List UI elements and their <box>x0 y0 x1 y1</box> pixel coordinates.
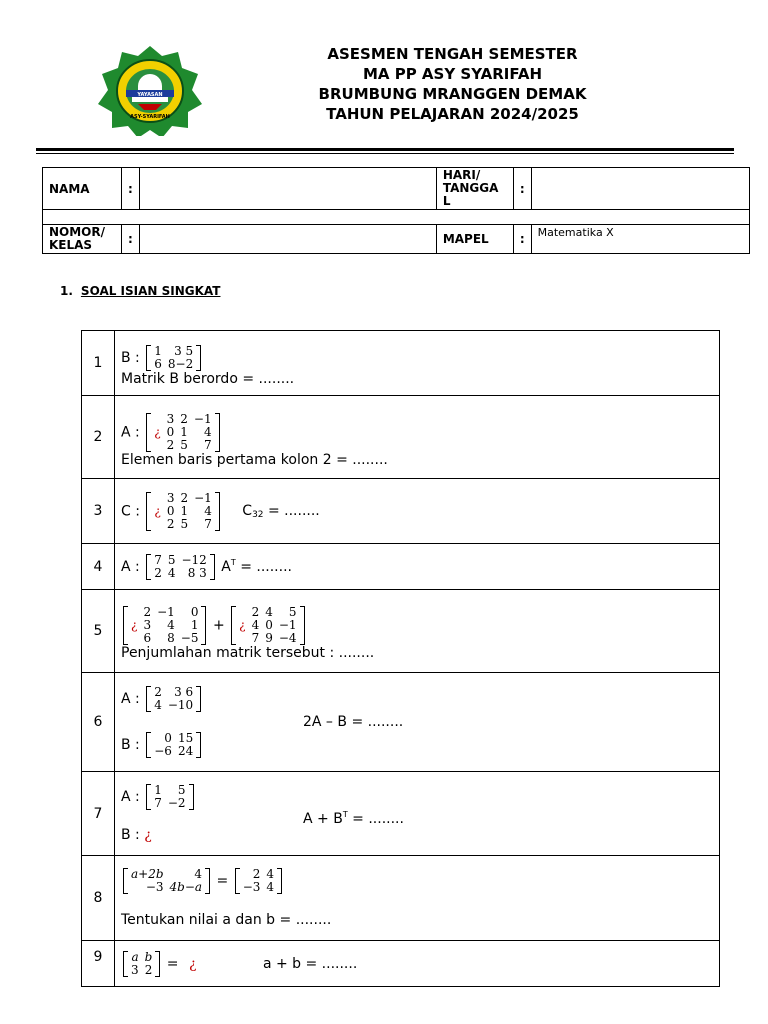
question-number: 5 <box>82 590 115 673</box>
hari-colon: : <box>513 168 531 210</box>
hari-field[interactable] <box>531 168 749 210</box>
spacer-row <box>43 210 750 225</box>
logo-text-top: YAYASAN <box>137 92 163 98</box>
question-content <box>115 479 720 544</box>
section-title: SOAL ISIAN SINGKAT <box>80 284 221 298</box>
yayasan-logo <box>96 46 204 136</box>
equals-sign: = <box>166 955 179 972</box>
header-divider-thick <box>36 148 734 151</box>
question-content <box>115 673 720 772</box>
nama-field[interactable] <box>139 168 436 210</box>
question-row <box>82 331 720 396</box>
question-number: 2 <box>82 396 115 479</box>
question-number: 8 <box>82 856 115 941</box>
question-number: 4 <box>82 544 115 590</box>
mapel-value: Matematika X <box>531 225 749 254</box>
missing-glyph: ¿ <box>188 955 197 972</box>
section-number: 1. <box>60 284 73 298</box>
nomor-field[interactable] <box>139 225 436 254</box>
question-content <box>115 331 720 396</box>
title-line-4: TAHUN PELAJARAN 2024/2025 <box>326 105 579 123</box>
question-text: Matrik B berordo = ........ <box>121 371 295 387</box>
question-text: Tentukan nilai a dan b = ........ <box>121 912 332 928</box>
question-row <box>82 772 720 856</box>
question-content <box>115 544 720 590</box>
matrix-label: B : <box>121 350 140 366</box>
title-line-2: MA PP ASY SYARIFAH <box>362 65 543 83</box>
matrix-left: 2 −1 0 ¿ 3 4 1 6 8 −5 <box>123 606 206 645</box>
section-heading <box>60 284 220 298</box>
matrix-right: 2 4 −3 4 <box>235 868 282 894</box>
matrix-c: 3 2 −1 ¿ 0 1 4 2 5 7 <box>146 492 219 531</box>
question-content <box>115 590 720 673</box>
identity-table <box>42 167 750 254</box>
question-expression: $A + B^T$ = ........ <box>303 810 404 827</box>
matrix-a: 3 2 −1 ¿ 0 1 4 2 5 7 <box>146 413 219 452</box>
plus-sign: + <box>212 617 225 633</box>
question-number: 9 <box>82 941 115 987</box>
matrix-a: 7 5 −12 2 4 8 3 <box>146 554 215 580</box>
question-row <box>82 673 720 772</box>
question-expression: $A^T$ = ........ <box>221 557 292 575</box>
matrix-label: A : <box>121 558 140 575</box>
matrix-ab: a b 3 2 <box>123 951 160 977</box>
question-content <box>115 772 720 856</box>
header-divider-thin <box>36 153 734 154</box>
question-row <box>82 941 720 987</box>
nama-label: NAMA <box>43 168 122 210</box>
questions-table <box>81 330 720 987</box>
title-line-1: ASESMEN TENGAH SEMESTER <box>327 45 578 63</box>
title-line-3: BRUMBUNG MRANGGEN DEMAK <box>318 85 587 103</box>
mapel-colon: : <box>513 225 531 254</box>
matrix-right: 2 4 5 ¿ 4 0 −1 7 9 −4 <box>231 606 304 645</box>
question-text: Elemen baris pertama kolon 2 = ........ <box>121 451 388 468</box>
question-row <box>82 590 720 673</box>
matrix-label: B : <box>121 827 140 843</box>
question-content <box>115 941 720 987</box>
logo-text-bottom: ASY-SYARIFAH <box>130 114 170 120</box>
question-row <box>82 479 720 544</box>
question-expression: $C_{32}$ = ........ <box>242 503 320 520</box>
question-row <box>82 544 720 590</box>
question-row <box>82 856 720 941</box>
nomor-colon: : <box>122 225 140 254</box>
missing-glyph: ¿ <box>144 827 152 843</box>
equals-sign: = <box>216 873 229 889</box>
question-number: 7 <box>82 772 115 856</box>
matrix-b: 0 15 −6 24 <box>146 732 201 758</box>
matrix-label: A : <box>121 789 140 805</box>
mapel-label: MAPEL <box>436 225 513 254</box>
matrix-a: 2 3 6 4 −10 <box>146 686 201 712</box>
matrix-b: 1 3 5 6 8−2 <box>146 345 201 371</box>
question-content <box>115 856 720 941</box>
question-number: 6 <box>82 673 115 772</box>
matrix-label: A : <box>121 424 140 440</box>
question-number: 3 <box>82 479 115 544</box>
question-row <box>82 396 720 479</box>
matrix-label: C : <box>121 503 140 519</box>
nama-colon: : <box>122 168 140 210</box>
question-number: 1 <box>82 331 115 396</box>
question-expression: 2A – B = ........ <box>303 714 404 730</box>
matrix-a: 1 5 7 −2 <box>146 784 193 810</box>
document-title <box>250 44 655 124</box>
question-expression: a + b = ........ <box>262 955 358 972</box>
hari-label: HARI/ TANGGA L <box>436 168 513 210</box>
matrix-left: a+2b 4 −3 4b−a <box>123 868 210 894</box>
question-content <box>115 396 720 479</box>
question-text: Penjumlahan matrik tersebut : ........ <box>121 644 375 661</box>
matrix-label: B : <box>121 737 140 753</box>
matrix-label: A : <box>121 691 140 707</box>
nomor-label: NOMOR/ KELAS <box>43 225 122 254</box>
